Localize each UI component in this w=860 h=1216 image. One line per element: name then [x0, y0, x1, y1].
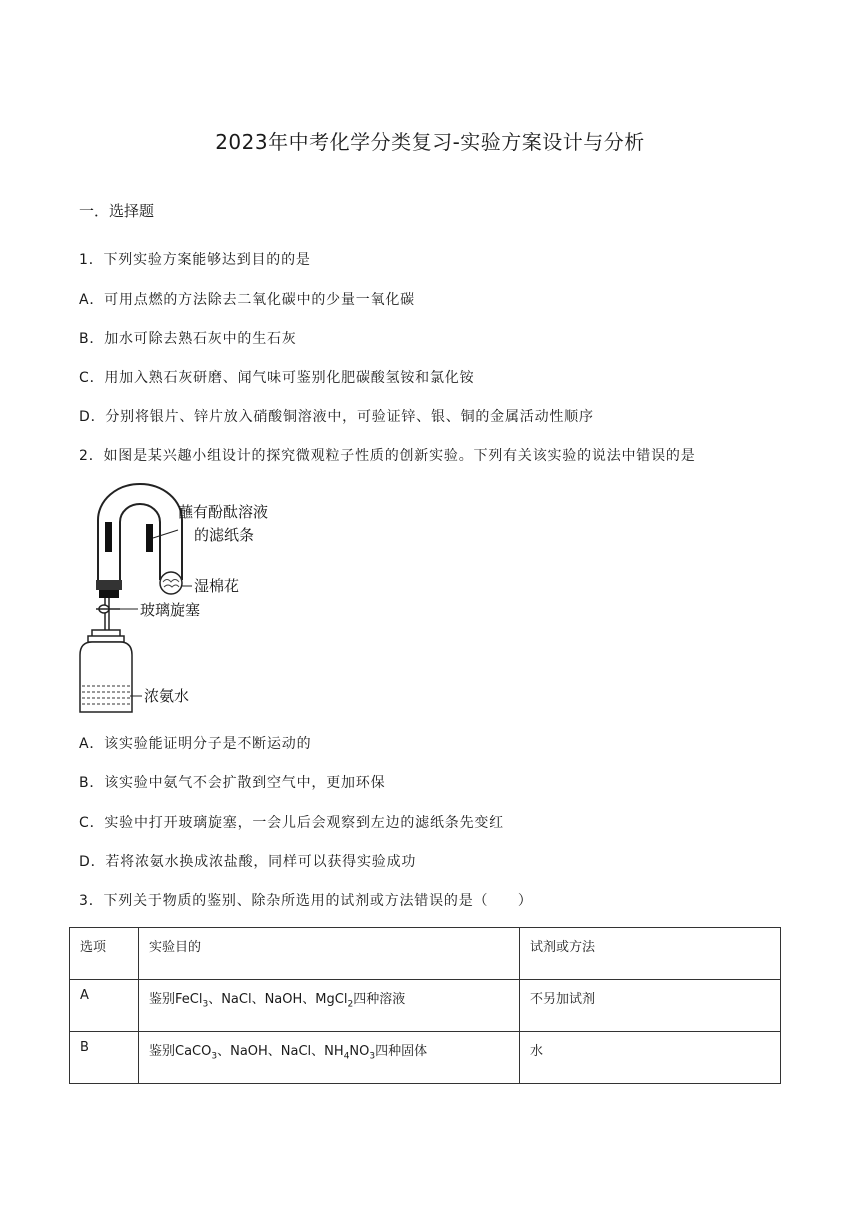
label-valve: 玻璃旋塞 — [140, 601, 201, 619]
header-purpose: 实验目的 — [139, 928, 520, 980]
q1-option-a: A．可用点燃的方法除去二氧化碳中的少量一氧化碳 — [79, 292, 415, 308]
label-strip-line2: 的滤纸条 — [194, 526, 255, 544]
filter-strip-right — [146, 524, 153, 552]
label-strip-line1: 蘸有酚酞溶液 — [178, 503, 269, 521]
q1-stem: 1．下列实验方案能够达到目的的是 — [79, 252, 311, 268]
row-option: A — [70, 980, 139, 1032]
filter-strip-left — [105, 522, 112, 552]
q2-option-b: B．该实验中氨气不会扩散到空气中，更加环保 — [79, 775, 386, 791]
label-cotton: 湿棉花 — [194, 577, 240, 595]
row-purpose: 鉴别CaCO$_3$、NaOH、NaCl、$NH_4NO_3$四种固体 — [139, 1032, 520, 1084]
q3-stem: 3．下列关于物质的鉴别、除杂所选用的试剂或方法错误的是（ ） — [79, 893, 533, 909]
ammonia-bottle — [80, 642, 132, 712]
row-purpose: 鉴别FeCl$_3$、NaCl、NaOH、MgCl$_2$四种溶液 — [139, 980, 520, 1032]
q2-option-c: C．实验中打开玻璃旋塞，一会儿后会观察到左边的滤纸条先变红 — [79, 815, 504, 831]
stopper-bottom — [99, 590, 119, 598]
row-method: 不另加试剂 — [520, 980, 781, 1032]
row-method: 水 — [520, 1032, 781, 1084]
header-method: 试剂或方法 — [520, 928, 781, 980]
row-option: B — [70, 1032, 139, 1084]
label-ammonia: 浓氨水 — [144, 687, 190, 705]
q2-option-d: D．若将浓氨水换成浓盐酸，同样可以获得实验成功 — [79, 854, 417, 870]
u-tube-inner — [120, 504, 160, 580]
q2-option-a: A．该实验能证明分子是不断运动的 — [79, 736, 312, 752]
header-option: 选项 — [70, 928, 139, 980]
table-row — [70, 980, 781, 1032]
wet-cotton — [160, 572, 182, 594]
table-header-row — [70, 928, 781, 980]
q3-table — [69, 927, 781, 1084]
q1-option-d: D．分别将银片、锌片放入硝酸铜溶液中，可验证锌、银、铜的金属活动性顺序 — [79, 409, 594, 425]
table-row — [70, 1032, 781, 1084]
q1-option-c: C．用加入熟石灰研磨、闻气味可鉴别化肥碳酸氢铵和氯化铵 — [79, 370, 475, 386]
experiment-figure — [70, 480, 320, 715]
document-title: 2023年中考化学分类复习-实验方案设计与分析 — [215, 130, 645, 154]
q1-option-b: B．加水可除去熟石灰中的生石灰 — [79, 331, 297, 347]
q2-stem: 2．如图是某兴趣小组设计的探究微观粒子性质的创新实验。下列有关该实验的说法中错误的是 — [79, 448, 696, 464]
stopper-top — [96, 580, 122, 590]
section-heading: 一．选择题 — [79, 202, 155, 220]
